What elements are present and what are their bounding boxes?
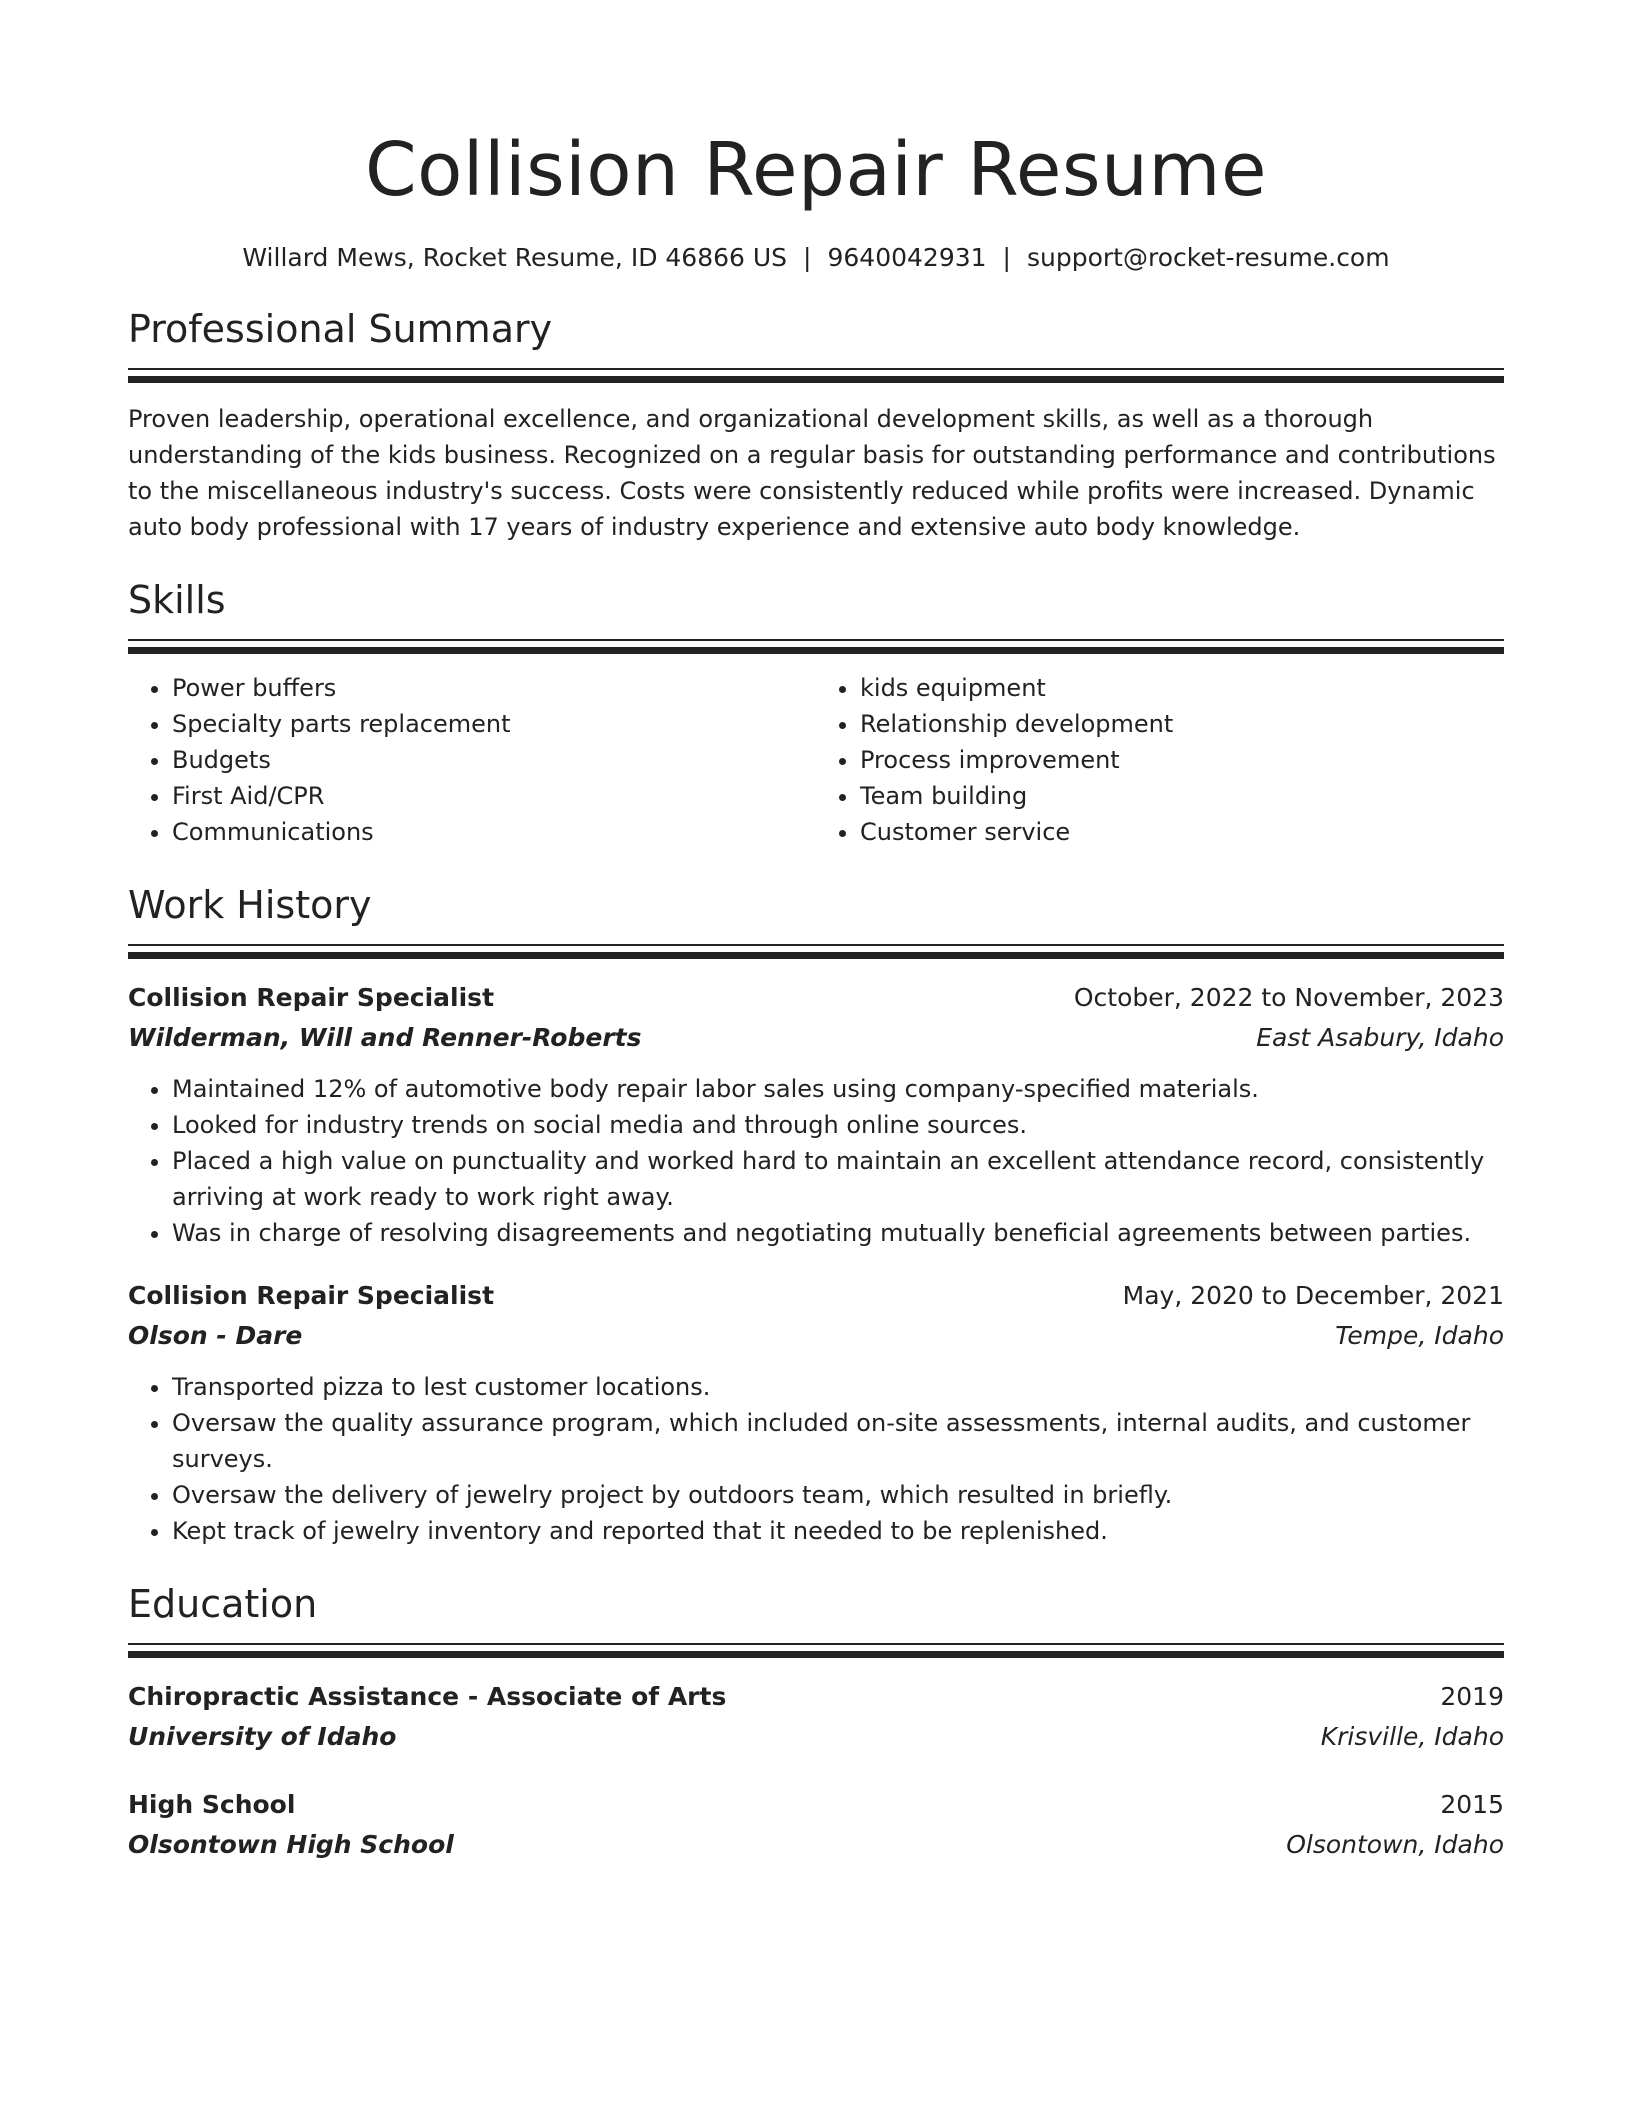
job-bullet: • Transported pizza to lest customer locations. — [172, 1369, 1504, 1405]
skills-list-left — [128, 670, 816, 850]
education-entry — [128, 1678, 1504, 1756]
job-entry — [128, 1277, 1504, 1549]
education-subheader — [128, 1826, 1504, 1864]
contact-phone: 9640042931 — [827, 243, 987, 272]
skill-item: • Power buffers — [172, 670, 816, 706]
summary-text: Proven leadership, operational excellence, and organizational development skills, as well as a thorough understanding of the kids business. Recognized on a regular basis for outstanding performance and contributions to the miscellaneous industry's success. Costs were consistently reduced while profits were increased. Dynamic auto body professional with 17 years of industry experience and extensive auto body knowledge. — [128, 405, 1496, 541]
education-location: Olsontown, Idaho — [1286, 1830, 1504, 1859]
skill-item: • kids equipment — [860, 670, 1504, 706]
skills-list-right — [816, 670, 1504, 850]
education-school: Olsontown High School — [128, 1830, 454, 1859]
education-year: 2019 — [1440, 1682, 1504, 1711]
contact-email: support@rocket-resume.com — [1026, 243, 1390, 272]
section-rule — [128, 944, 1504, 946]
contact-address: Willard Mews, Rocket Resume, ID 46866 US — [242, 243, 788, 272]
skills-columns — [128, 670, 1504, 850]
education-degree: High School — [128, 1790, 296, 1819]
job-bullet: • Was in charge of resolving disagreements and negotiating mutually beneficial agreements between parties. — [172, 1215, 1504, 1251]
job-company: Wilderman, Will and Renner-Roberts — [128, 1023, 642, 1052]
section-rule-thick — [128, 1651, 1504, 1658]
job-bullets — [128, 1071, 1504, 1251]
job-bullet: • Placed a high value on punctuality and worked hard to maintain an excellent attendance record, consistently arriving at work ready to work right away. — [172, 1143, 1504, 1215]
section-rule — [128, 639, 1504, 641]
skills-heading: Skills — [128, 578, 226, 622]
skill-item: • Communications — [172, 814, 816, 850]
job-company: Olson - Dare — [128, 1321, 303, 1350]
job-bullet: • Oversaw the delivery of jewelry project by outdoors team, which resulted in briefly. — [172, 1477, 1504, 1513]
work-heading: Work History — [128, 883, 372, 927]
education-heading: Education — [128, 1582, 318, 1626]
job-location: East Asabury, Idaho — [1256, 1023, 1504, 1052]
education-section — [128, 1579, 1504, 1864]
skill-item: • Process improvement — [860, 742, 1504, 778]
education-year: 2015 — [1440, 1790, 1504, 1819]
summary-heading: Professional Summary — [128, 307, 553, 351]
section-rule-thick — [128, 952, 1504, 959]
section-rule — [128, 1643, 1504, 1645]
job-bullet: • Maintained 12% of automotive body repair labor sales using company-specified materials. — [172, 1071, 1504, 1107]
job-bullet: • Oversaw the quality assurance program, which included on-site assessments, internal audits, and customer surveys. — [172, 1405, 1504, 1477]
contact-line — [128, 238, 1504, 278]
section-rule-thick — [128, 647, 1504, 654]
job-dates: October, 2022 to November, 2023 — [1073, 983, 1504, 1012]
education-header — [128, 1786, 1504, 1824]
job-subheader — [128, 1019, 1504, 1057]
contact-separator: | — [803, 243, 812, 272]
section-rule — [128, 368, 1504, 370]
education-school: University of Idaho — [128, 1722, 397, 1751]
skill-item: • Relationship development — [860, 706, 1504, 742]
contact-separator: | — [1002, 243, 1011, 272]
job-bullet: • Kept track of jewelry inventory and reported that it needed to be replenished. — [172, 1513, 1504, 1549]
job-entry — [128, 979, 1504, 1251]
job-header — [128, 1277, 1504, 1315]
job-role: Collision Repair Specialist — [128, 983, 495, 1012]
skills-section — [128, 575, 1504, 850]
job-bullets — [128, 1369, 1504, 1549]
job-role: Collision Repair Specialist — [128, 1281, 495, 1310]
summary-section — [128, 304, 1504, 545]
education-degree: Chiropractic Assistance - Associate of Arts — [128, 1682, 727, 1711]
job-bullet: • Looked for industry trends on social media and through online sources. — [172, 1107, 1504, 1143]
education-entry — [128, 1786, 1504, 1864]
job-subheader — [128, 1317, 1504, 1355]
work-section — [128, 880, 1504, 1549]
skill-item: • Specialty parts replacement — [172, 706, 816, 742]
skill-item: • First Aid/CPR — [172, 778, 816, 814]
skill-item: • Budgets — [172, 742, 816, 778]
skill-item: • Customer service — [860, 814, 1504, 850]
education-subheader — [128, 1718, 1504, 1756]
education-header — [128, 1678, 1504, 1716]
skill-item: • Team building — [860, 778, 1504, 814]
job-dates: May, 2020 to December, 2021 — [1122, 1281, 1504, 1310]
education-location: Krisville, Idaho — [1320, 1722, 1504, 1751]
job-header — [128, 979, 1504, 1017]
job-location: Tempe, Idaho — [1335, 1321, 1504, 1350]
section-rule-thick — [128, 376, 1504, 383]
resume-title: Collision Repair Resume — [364, 127, 1268, 213]
